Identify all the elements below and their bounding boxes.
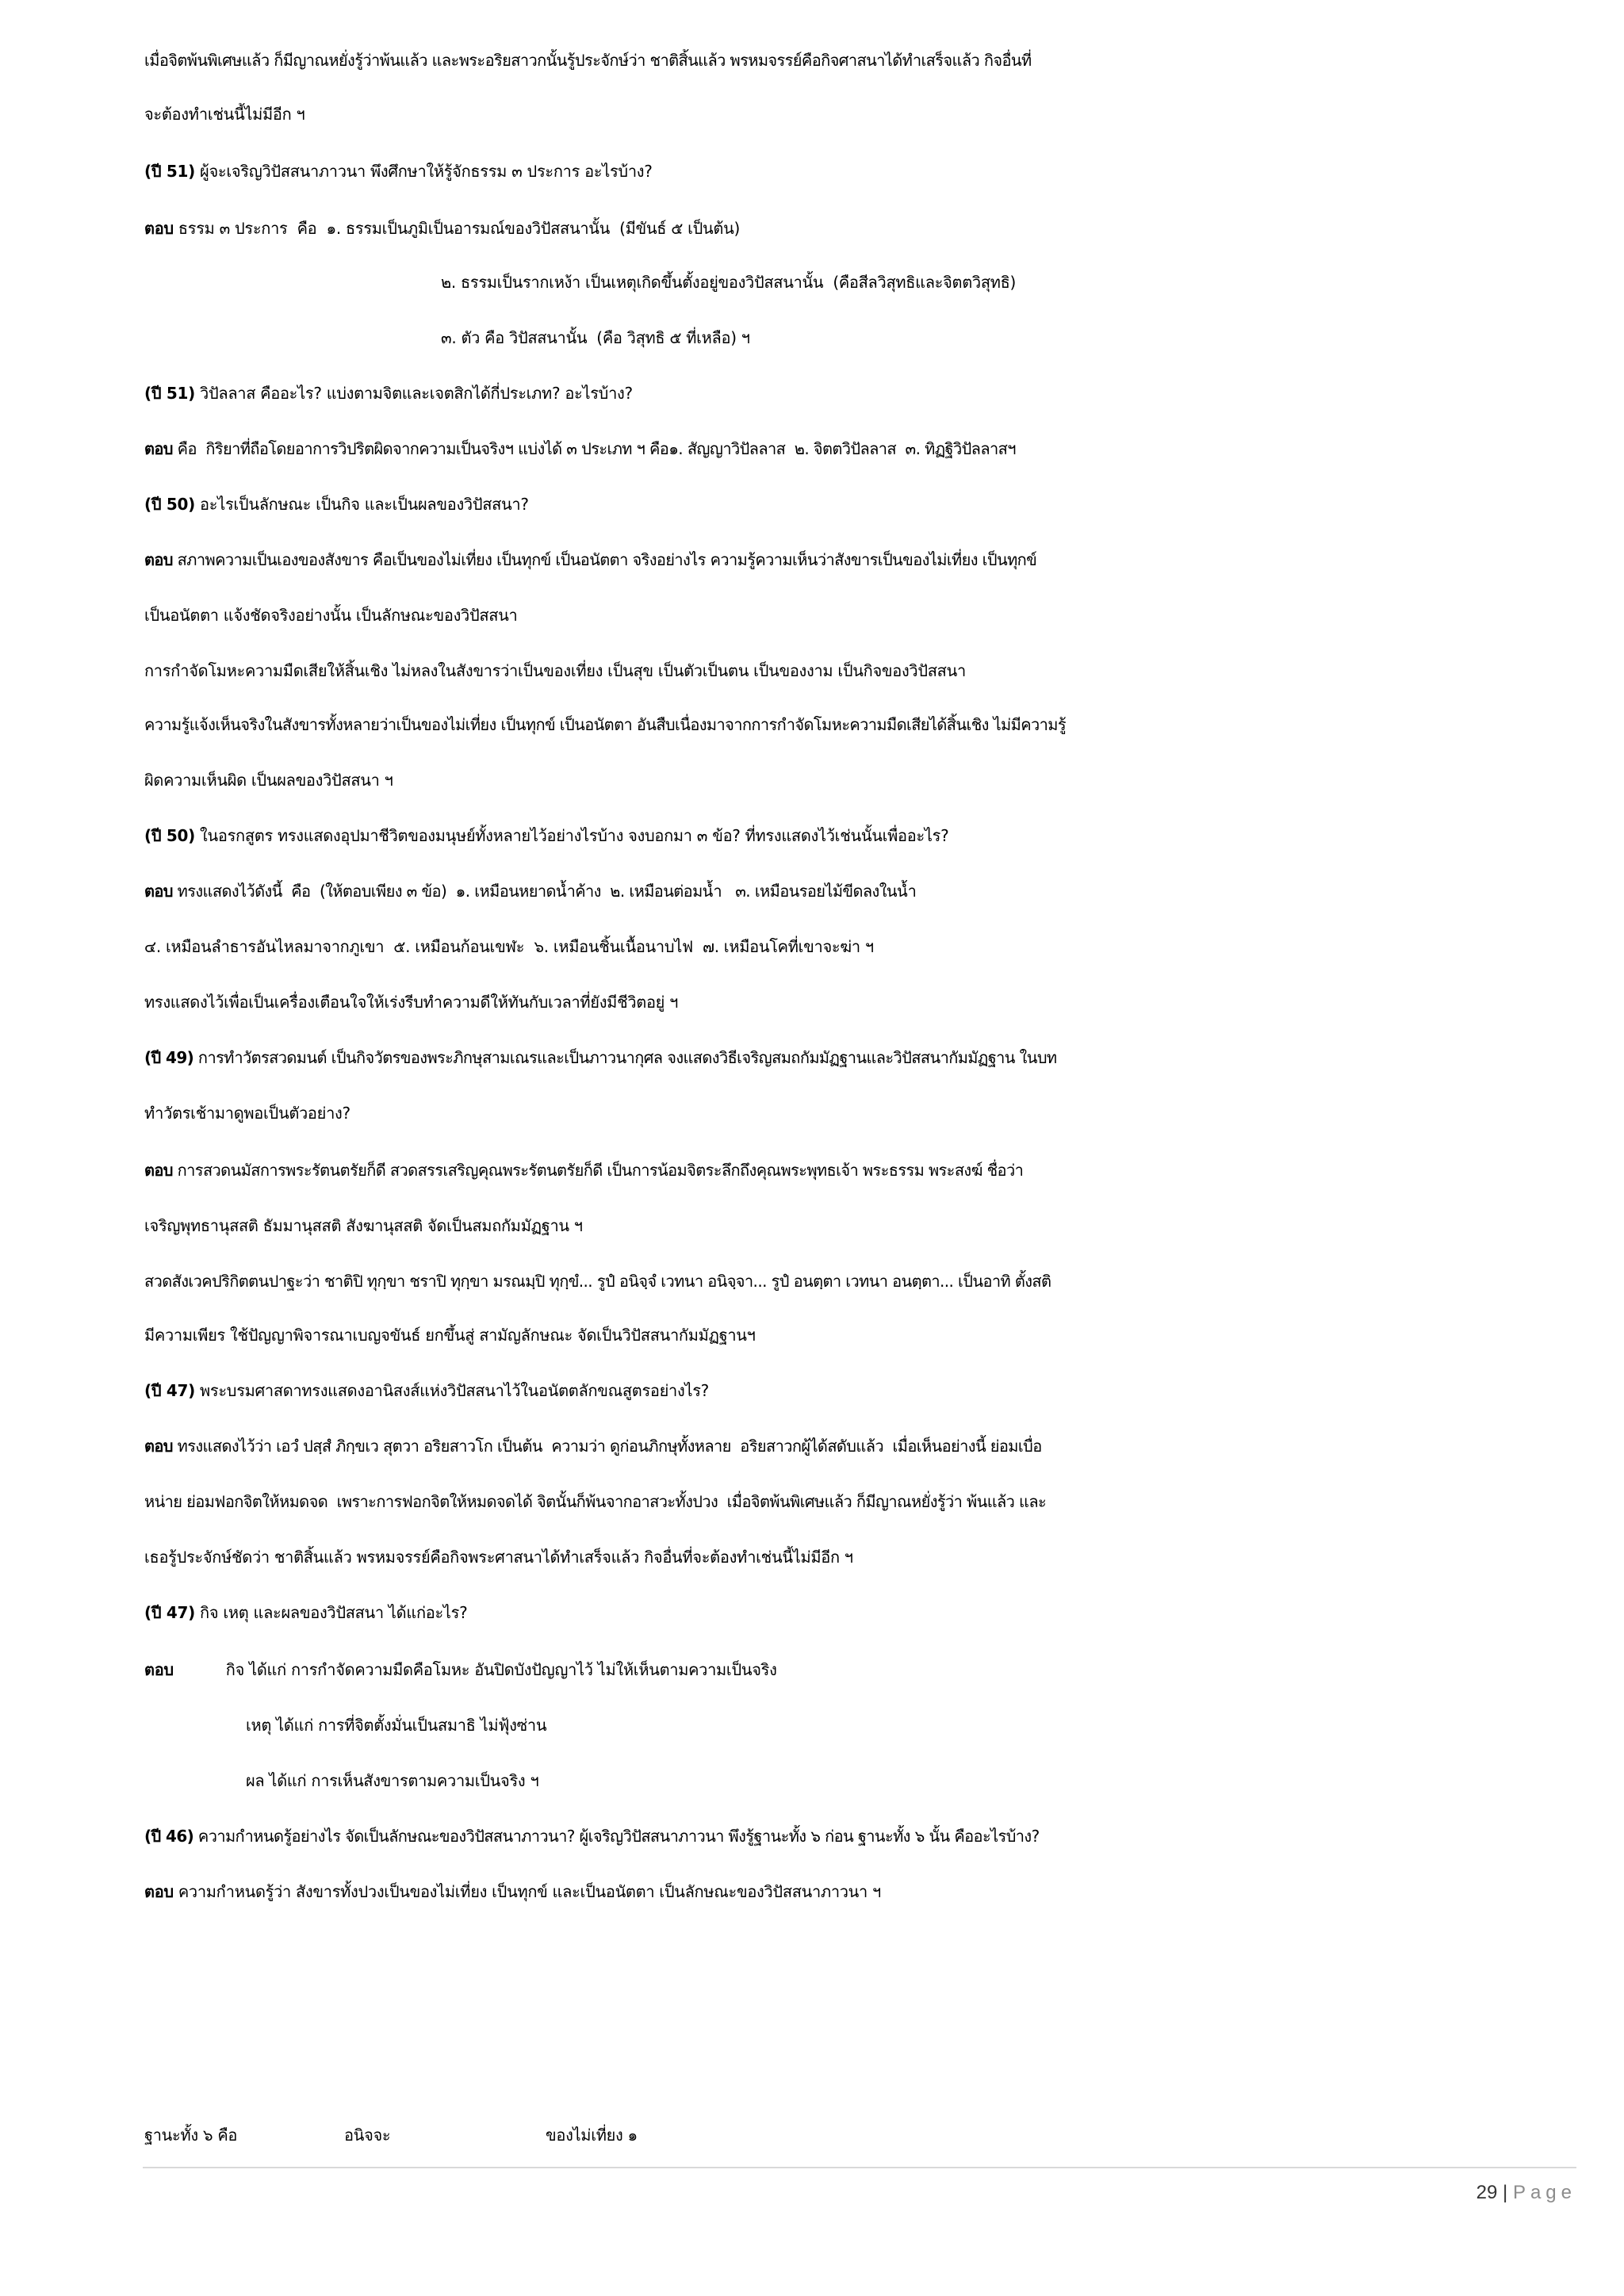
text-line-l02 [144, 98, 1595, 130]
line-text: กิจ ได้แก่ การกำจัดความมืดคือโมหะ อันปิดบังปัญญาไว้ ไม่ให้เห็นตามความเป็นจริง [225, 1660, 777, 1679]
text-line-l31 [246, 1709, 1624, 1741]
text-line-l01 [144, 44, 1595, 76]
text-line-l26 [144, 1430, 1595, 1462]
line-text: ๓. ตัว คือ วิปัสสนานั้น (คือ วิสุทธิ ๕ ที่เหลือ) ฯ [441, 328, 750, 347]
answer-label: ตอบ [144, 219, 174, 238]
line-text: ทรงแสดงไว้ดังนี้ คือ (ให้ตอบเพียง ๓ ข้อ) ๑. เหมือนหยาดน้ำค้าง ๒. เหมือนต่อมน้ำ ๓. เหมือนรอยไม้ขีดลงในน้ำ [172, 882, 917, 901]
line-text: ผล ได้แก่ การเห็นสังขารตามความเป็นจริง ฯ [246, 1771, 539, 1790]
page-separator: | [1503, 2182, 1508, 2203]
text-line-l12 [144, 655, 1595, 687]
line-text: สวดสังเวคปริกิตตนปาฐะว่า ชาติปิ ทุกฺขา ชราปิ ทุกฺขา มรณมฺปิ ทุกฺขํ... รูปํ อนิจฺจํ เวทนา อนิจฺจา... รูปํ อนตฺตา เวทนา อนตฺตา... เป็นอาทิ ตั้งสติ [144, 1272, 1051, 1291]
line-text: ในอรกสูตร ทรงแสดงอุปมาชีวิตของมนุษย์ทั้งหลายไว้อย่างไรบ้าง จงบอกมา ๓ ข้อ? ที่ทรงแสดงไว้เช่นนั้นเพื่ออะไร? [194, 826, 949, 845]
text-line-l28 [144, 1541, 1595, 1573]
line-text: ความกำหนดรู้ว่า สังขารทั้งปวงเป็นของไม่เที่ยง เป็นทุกข์ และเป็นอนัตตา เป็นลักษณะของวิปัสสนาภาวนา ฯ [173, 1882, 881, 1901]
page-number: 29 [1476, 2182, 1498, 2203]
line-text: เหตุ ได้แก่ การที่จิตตั้งมั่นเป็นสมาธิ ไม่ฟุ้งซ่าน [246, 1716, 547, 1735]
line-text: ทรงแสดงไว้เพื่อเป็นเครื่องเตือนใจให้เร่งรีบทำความดีให้ทันกับเวลาที่ยังมีชีวิตอยู่ ฯ [144, 993, 679, 1012]
text-line-l21 [144, 1154, 1595, 1186]
answer-label: ตอบ [144, 1437, 173, 1456]
text-line-l15 [144, 820, 1595, 851]
question-year-label: (ปี 51) [144, 162, 195, 181]
question-year-label: (ปี 49) [144, 1048, 194, 1067]
footer-divider [143, 2167, 1576, 2168]
answer-label: ตอบ [144, 1660, 174, 1679]
text-line-l34 [144, 1876, 1595, 1908]
answer-label: ตอบ [144, 1882, 174, 1901]
line-text: ธรรม ๓ ประการ คือ ๑. ธรรมเป็นภูมิเป็นอารมณ์ของวิปัสสนานั้น (มีขันธ์ ๕ เป็นต้น) [173, 219, 740, 238]
text-line-l03 [144, 155, 1595, 187]
last-row-meaning: ของไม่เที่ยง ๑ [546, 2126, 638, 2145]
answer-label: ตอบ [144, 439, 173, 458]
text-line-l07 [144, 377, 1595, 409]
line-text: ความกำหนดรู้อย่างไร จัดเป็นลักษณะของวิปัสสนาภาวนา? ผู้เจริญวิปัสสนาภาวนา พึงรู้ฐานะทั้ง ๖ ก่อน ฐานะทั้ง ๖ นั้น คืออะไรบ้าง? [193, 1827, 1040, 1846]
page-word: Page [1512, 2182, 1576, 2203]
answer-label: ตอบ [144, 882, 173, 901]
text-line-l32 [246, 1765, 1624, 1797]
line-text: หน่าย ย่อมฟอกจิตให้หมดจด เพราะการฟอกจิตให้หมดจดได้ จิตนั้นก็พ้นจากอาสวะทั้งปวง เมื่อจิตพ้นพิเศษแล้ว ก็มีญาณหยั่งรู้ว่า พ้นแล้ว และ [144, 1492, 1047, 1511]
text-line-l19 [144, 1042, 1595, 1073]
question-year-label: (ปี 51) [144, 384, 195, 403]
text-line-l29 [144, 1597, 1595, 1628]
line-text: ผู้จะเจริญวิปัสสนาภาวนา พึงศึกษาให้รู้จักธรรม ๓ ประการ อะไรบ้าง? [194, 162, 653, 181]
question-year-label: (ปี 47) [144, 1381, 195, 1400]
line-text: กิจ เหตุ และผลของวิปัสสนา ได้แก่อะไร? [194, 1603, 468, 1622]
question-year-label: (ปี 47) [144, 1603, 195, 1622]
text-line-l18 [144, 986, 1595, 1018]
line-text: คือ กิริยาที่ถือโดยอาการวิปริตผิดจากความเป็นจริงฯ แบ่งได้ ๓ ประเภท ฯ คือ๑. สัญญาวิปัลลาส ๒. จิตตวิปัลลาส ๓. ทิฏฐิวิปัลลาสฯ [172, 439, 1016, 458]
last-row-term: อนิจจะ [344, 2126, 391, 2145]
text-line-l20 [144, 1097, 1595, 1129]
line-text: ผิดความเห็นผิด เป็นผลของวิปัสสนา ฯ [144, 771, 393, 790]
text-line-l24 [144, 1319, 1595, 1351]
text-line-l04 [144, 212, 1595, 244]
last-row-label: ฐานะทั้ง ๖ คือ [144, 2126, 238, 2145]
text-line-l08 [144, 433, 1595, 465]
answer-label: ตอบ [144, 550, 173, 569]
text-line-l25 [144, 1375, 1595, 1406]
text-line-l17 [144, 931, 1595, 962]
line-text: วิปัลลาส คืออะไร? แบ่งตามจิตและเจตสิกได้กี่ประเภท? อะไรบ้าง? [194, 384, 633, 403]
text-line-l11 [144, 599, 1595, 631]
line-text: การทำวัตรสวดมนต์ เป็นกิจวัตรของพระภิกษุสามเณรและเป็นภาวนากุศล จงแสดงวิธีเจริญสมถกัมมัฏฐานและวิปัสสนากัมมัฏฐาน ในบท [193, 1048, 1057, 1067]
text-line-l14 [144, 764, 1595, 796]
text-line-l13 [144, 709, 1595, 740]
question-year-label: (ปี 50) [144, 495, 195, 514]
text-line-l10 [144, 544, 1595, 576]
line-text: สภาพความเป็นเองของสังขาร คือเป็นของไม่เที่ยง เป็นทุกข์ เป็นอนัตตา จริงอย่างไร ความรู้ความเห็นว่าสังขารเป็นของไม่เที่ยง เป็นทุกข์ [172, 550, 1037, 569]
line-text: เมื่อจิตพ้นพิเศษแล้ว ก็มีญาณหยั่งรู้ว่าพ้นแล้ว และพระอริยสาวกนั้นรู้ประจักษ์ว่า ชาติสิ้นแล้ว พรหมจรรย์คือกิจศาสนาได้ทำเสร็จแล้ว กิจอื่นที่ [144, 51, 1032, 70]
text-line-l06 [441, 322, 1624, 354]
line-text: เธอรู้ประจักษ์ชัดว่า ชาติสิ้นแล้ว พรหมจรรย์คือกิจพระศาสนาได้ทำเสร็จแล้ว กิจอื่นที่จะต้องทำเช่นนี้ไม่มีอีก ฯ [144, 1548, 853, 1567]
text-line-l33 [144, 1820, 1595, 1852]
line-text: ทรงแสดงไว้ว่า เอวํ ปสฺสํ ภิกฺขเว สุตวา อริยสาวโก เป็นต้น ความว่า ดูก่อนภิกษุทั้งหลาย อริยสาวกผู้ได้สดับแล้ว เมื่อเห็นอย่างนี้ ย่อมเบื่อ [172, 1437, 1042, 1456]
line-text: ๒. ธรรมเป็นรากเหง้า เป็นเหตุเกิดขึ้นตั้งอยู่ของวิปัสสนานั้น (คือสีลวิสุทธิและจิตตวิสุทธิ) [441, 273, 1017, 292]
line-text: มีความเพียร ใช้ปัญญาพิจารณาเบญจขันธ์ ยกขึ้นสู่ สามัญลักษณะ จัดเป็นวิปัสสนากัมมัฏฐานฯ [144, 1326, 756, 1345]
text-line-l22 [144, 1210, 1595, 1242]
question-year-label: (ปี 46) [144, 1827, 194, 1846]
text-line-l23 [144, 1265, 1595, 1297]
text-line-l16 [144, 875, 1595, 907]
line-text: เป็นอนัตตา แจ้งชัดจริงอย่างนั้น เป็นลักษณะของวิปัสสนา [144, 606, 518, 625]
line-text: ๔. เหมือนลำธารอันไหลมาจากภูเขา ๕. เหมือนก้อนเขฬะ ๖. เหมือนชิ้นเนื้อนาบไฟ ๗. เหมือนโคที่เขาจะฆ่า ฯ [144, 937, 874, 956]
line-text: พระบรมศาสดาทรงแสดงอานิสงส์แห่งวิปัสสนาไว้ในอนัตตลักขณสูตรอย่างไร? [194, 1381, 709, 1400]
line-text: จะต้องทำเช่นนี้ไม่มีอีก ฯ [144, 105, 305, 124]
answer-label: ตอบ [144, 1161, 173, 1180]
question-year-label: (ปี 50) [144, 826, 195, 845]
line-text: การกำจัดโมหะความมืดเสียให้สิ้นเชิง ไม่หลงในสังขารว่าเป็นของเที่ยง เป็นสุข เป็นตัวเป็นตน เป็นของงาม เป็นกิจของวิปัสสนา [144, 661, 966, 680]
page-footer [1477, 2182, 1576, 2204]
text-line-l05 [441, 266, 1624, 298]
text-line-l27 [144, 1486, 1595, 1517]
line-text: เจริญพุทธานุสสติ ธัมมานุสสติ สังฆานุสสติ จัดเป็นสมถกัมมัฏฐาน ฯ [144, 1216, 583, 1235]
line-text: อะไรเป็นลักษณะ เป็นกิจ และเป็นผลของวิปัสสนา? [194, 495, 529, 514]
line-text: การสวดนมัสการพระรัตนตรัยก็ดี สวดสรรเสริญคุณพระรัตนตรัยก็ดี เป็นการน้อมจิตระลึกถึงคุณพระพุทธเจ้า พระธรรม พระสงฆ์ ชื่อว่า [172, 1161, 1024, 1180]
text-line-l30 [144, 1654, 1595, 1686]
line-text: ทำวัตรเช้ามาดูพอเป็นตัวอย่าง? [144, 1104, 350, 1123]
text-line-l09 [144, 488, 1595, 520]
line-text: ความรู้แจ้งเห็นจริงในสังขารทั้งหลายว่าเป็นของไม่เที่ยง เป็นทุกข์ เป็นอนัตตา อันสืบเนื่องมาจากการกำจัดโมหะความมืดเสียได้สิ้นเชิง ไม่มีความรู้ [144, 715, 1066, 734]
